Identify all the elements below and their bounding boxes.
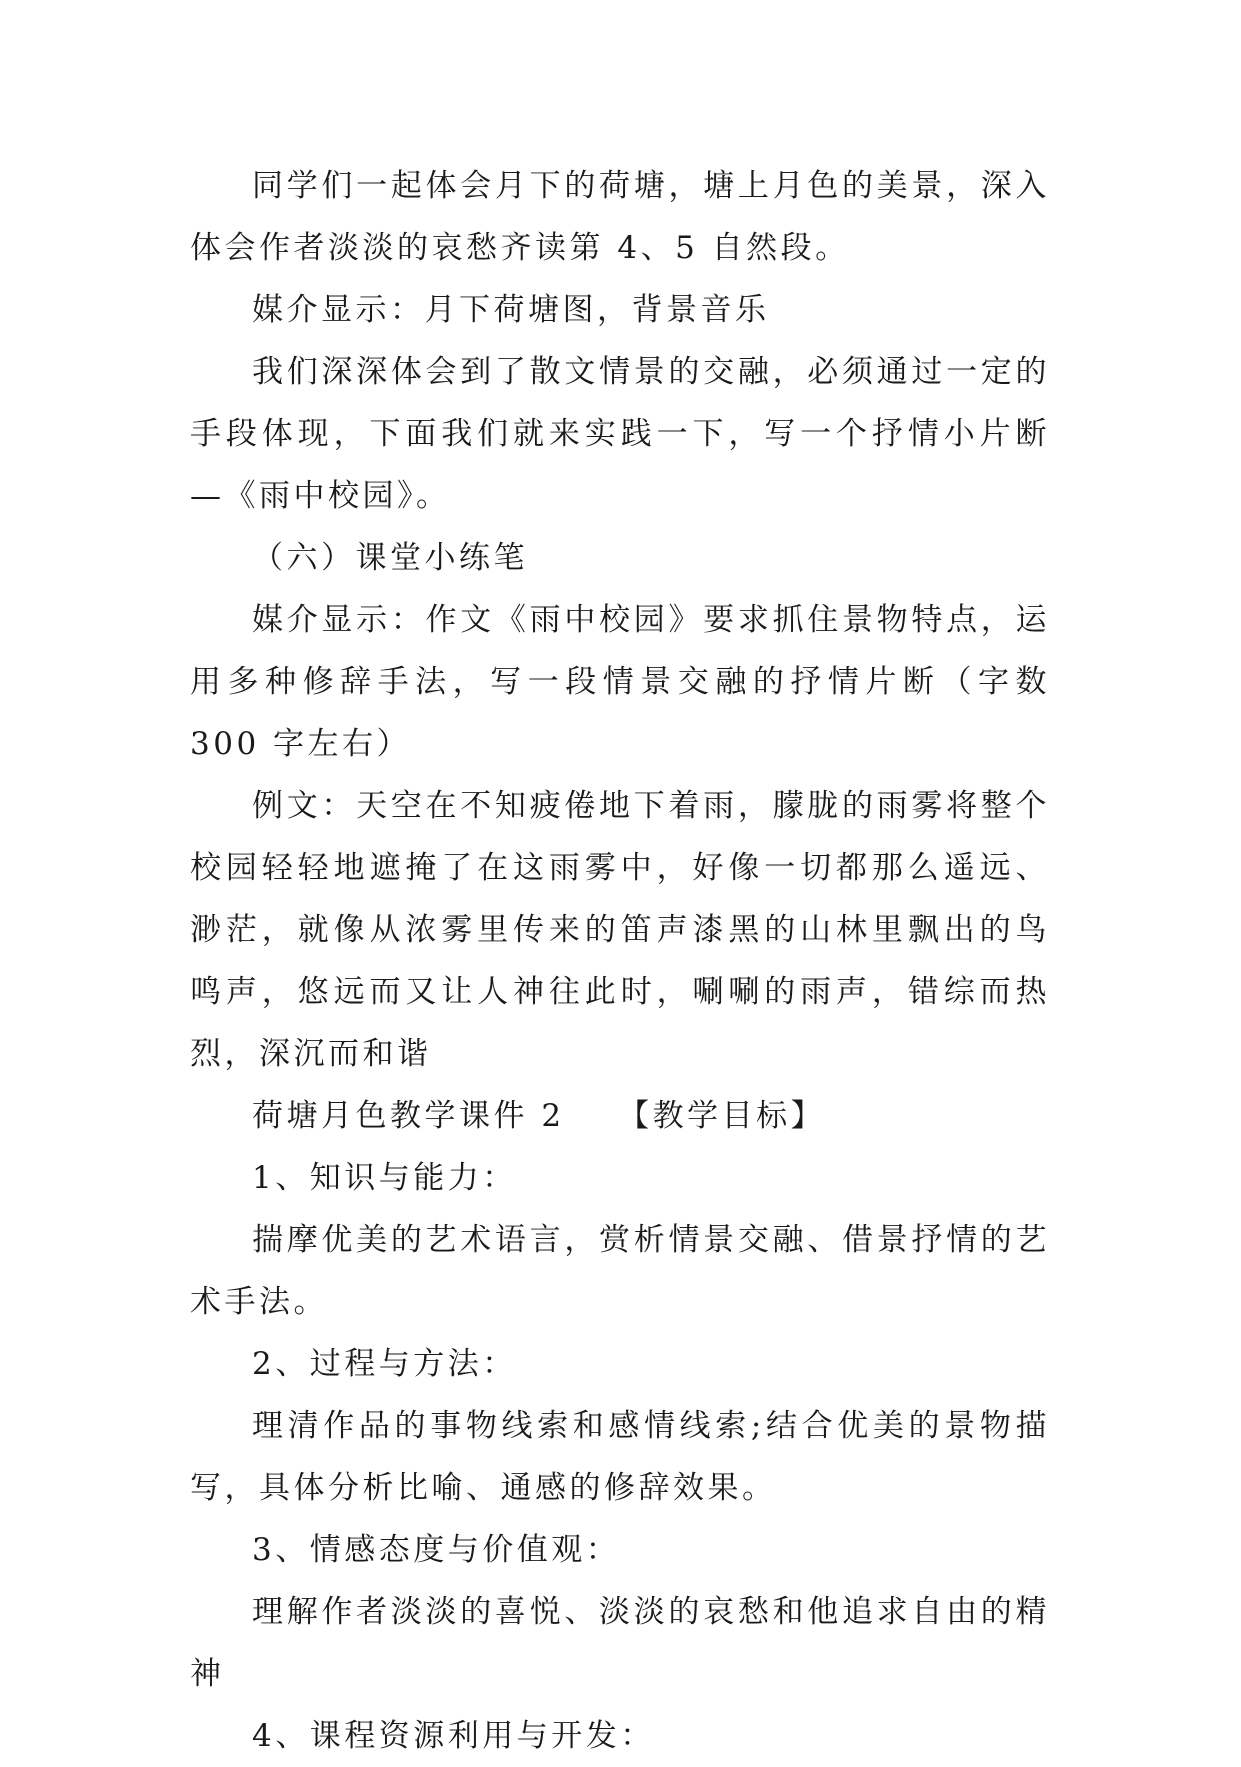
- paragraph-practice-intro: 我们深深体会到了散文情景的交融，必须通过一定的手段体现，下面我们就来实践一下，写一个抒情小片断—《雨中校园》。: [190, 354, 1050, 514]
- paragraph-example-essay: 例文：天空在不知疲倦地下着雨，朦胧的雨雾将整个校园轻轻地遮掩了在这雨雾中，好像一切都那么遥远、渺茫，就像从浓雾里传来的笛声漆黑的山林里飘出的鸟鸣声，悠远而又让人神往此时，唰唰的雨声，错综而热烈，深沉而和谐: [190, 788, 1050, 1072]
- goal-text-emotion: 理解作者淡淡的喜悦、淡淡的哀愁和他追求自由的精神: [190, 1594, 1050, 1692]
- goal-heading-knowledge: 1、知识与能力：: [252, 1160, 517, 1196]
- paragraph-media-display-2: 媒介显示：作文《雨中校园》要求抓住景物特点，运用多种修辞手法，写一段情景交融的抒情片断（字数 300 字左右）: [190, 602, 1050, 762]
- goal-text-process: 理清作品的事物线索和感情线索;结合优美的景物描写，具体分析比喻、通感的修辞效果。: [190, 1408, 1050, 1506]
- document-body: [190, 155, 1050, 1767]
- paragraph-appreciation: 同学们一起体会月下的荷塘，塘上月色的美景，深入体会作者淡淡的哀愁齐读第 4、5 自然段。: [190, 168, 1050, 266]
- paragraph-media-display-1: 媒介显示：月下荷塘图，背景音乐: [252, 292, 770, 328]
- section-heading-classroom-writing: （六）课堂小练笔: [252, 540, 528, 576]
- goal-heading-process: 2、过程与方法：: [252, 1346, 517, 1382]
- goal-heading-resources: 4、课程资源利用与开发：: [252, 1718, 655, 1754]
- goal-text-knowledge: 揣摩优美的艺术语言，赏析情景交融、借景抒情的艺术手法。: [190, 1222, 1050, 1320]
- goal-heading-emotion: 3、情感态度与价值观：: [252, 1532, 621, 1568]
- courseware-title-teaching-goals: 荷塘月色教学课件 2 【教学目标】: [252, 1098, 826, 1134]
